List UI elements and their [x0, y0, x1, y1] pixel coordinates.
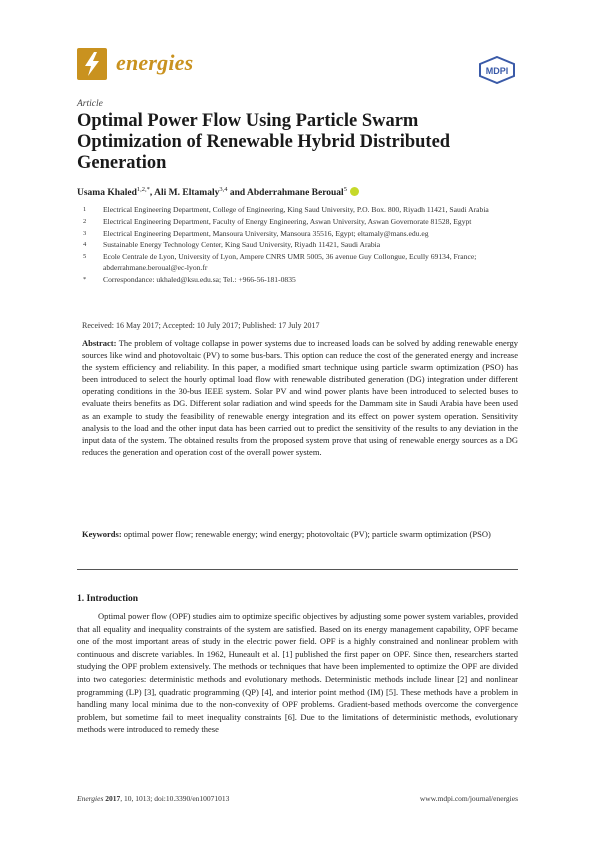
affiliation-item	[77, 217, 517, 228]
author-affil-marks: 1,2,*	[136, 186, 150, 193]
affiliation-text: Ecole Centrale de Lyon, University of Lyon, Ampere CNRS UMR 5005, 36 avenue Guy Collongue, Ecully 69134, France; abderrahmane.beroual@ec-lyon.fr	[103, 252, 477, 272]
keywords-label: Keywords:	[82, 529, 122, 539]
journal-url[interactable]: www.mdpi.com/journal/energies	[419, 794, 518, 803]
affiliation-text: Electrical Engineering Department, College of Engineering, King Saud University, P.O. Box. 800, Riyadh 11421, Saudi Arabia	[103, 205, 489, 214]
citation-details: , 10, 1013; doi:10.3390/en10071013	[120, 794, 230, 803]
journal-name: energies	[116, 50, 194, 75]
keywords-text: optimal power flow; renewable energy; wind energy; photovoltaic (PV); particle swarm optimization (PSO)	[123, 529, 491, 539]
keywords	[82, 528, 518, 540]
correspondence	[77, 275, 517, 286]
affiliation-number: 5	[83, 253, 87, 261]
affiliation-number: 4	[83, 241, 87, 249]
author-separator: ,	[149, 188, 155, 199]
author-list	[77, 186, 359, 198]
author-name[interactable]: Ali M. Eltamaly	[154, 188, 220, 199]
affiliation-text: Electrical Engineering Department, Faculty of Energy Engineering, Aswan University, Aswan Governorate 81528, Egypt	[103, 216, 472, 226]
article-type: Article	[77, 99, 103, 109]
affiliation-number: 3	[83, 229, 87, 237]
affiliation-text: Electrical Engineering Department, Mansoura University, Mansoura 35516, Egypt; eltamaly@mans.edu.eg	[103, 228, 429, 238]
affiliation-item	[77, 205, 517, 216]
divider	[77, 569, 518, 570]
affiliation-item	[77, 252, 517, 273]
section-heading: 1. Introduction	[77, 594, 139, 604]
author-affil-marks: 3,4	[219, 186, 228, 193]
author-name[interactable]: Usama Khaled	[77, 188, 137, 199]
citation-year: 2017	[105, 794, 121, 803]
author-affil-marks: 5	[343, 186, 347, 193]
affiliation-text: Sustainable Energy Technology Center, King Saud University, Riyadh 11421, Saudi Arabia	[103, 240, 381, 250]
abstract-label: Abstract:	[82, 338, 117, 348]
affiliation-number: *	[83, 275, 87, 283]
correspondence-text: Correspondance: ukhaled@ksu.edu.sa; Tel.: +966-56-181-0835	[103, 274, 296, 284]
abstract	[82, 337, 518, 458]
section-body: Optimal power flow (OPF) studies aim to optimize specific objectives by adjusting some power system variables, provided that all equality and inequality constraints of the system are satisfied. Based on its energy management capability, OPF became one of the most important areas of study in the electric power field. OPF is a highly constrained and nonlinear problem with continuous and discrete variables. In 1962, Huneault et al. [1] published the first paper on OPF. Since then, researchers started studying the OPF problem extensively. The methods or techniques that have been implemented to optimize the OPF are divided into two categories: deterministic methods and evolutionary methods. Deterministic methods include linear [2] and nonlinear programming (LP) [3], quadratic programming (QP) [4], and interior point method (IM) [5]. These methods have a problem in handling many local minima due to the non-convexity of OPF problems. Gradient-based methods overcome the convergence problem, but sometime fail to meet inequality constraints [6]. Due to the limitations of deterministic methods, evolutionary methods were introduced to remedy these	[77, 611, 518, 735]
publisher-logo-text: MDPI	[485, 66, 509, 76]
affiliation-item	[77, 229, 517, 240]
paper-title: Optimal Power Flow Using Particle Swarm Optimization of Renewable Hybrid Distributed Generation	[77, 111, 451, 173]
abstract-text: The problem of voltage collapse in power systems due to increased loads can be solved by adding renewable energy sources like wind and photovoltaic (PV) to some bus-bars. This option can reduce the cost of the generated energy and increase the system efficiency and reliability. In this paper, a modified smart technique using particle swarm optimization (PSO) has been introduced to select the hourly optimal load flow with renewable distributed generation (DG) integration under different operating conditions in the 30-bus IEEE system. Solar PV and wind power plants have been introduced to selected buses to evaluate theirs benefits as DG. Different solar radiation and wind speeds for the Dammam site in Saudi Arabia have been used as an example to study the feasibility of renewable energy integration and its effect on power system operation. Sensitivity analysis to the load and the other input data has been carried out to predict the sensitivity of the results to any deviation in the input data of the system. The obtained results from the proposed system prove that using of renewable energy sources as a DG reduces the generation and operation cost of the overall power system.	[82, 338, 518, 457]
author-name[interactable]: Abderrahmane Beroual	[247, 188, 344, 199]
orcid-icon[interactable]	[350, 187, 359, 196]
citation-line	[77, 794, 229, 803]
lightning-bolt-icon	[77, 48, 107, 80]
mdpi-logo	[476, 56, 518, 84]
publication-dates: Received: 16 May 2017; Accepted: 10 July 2017; Published: 17 July 2017	[82, 321, 320, 330]
citation-journal: Energies	[77, 794, 104, 803]
affiliation-number: 1	[83, 206, 87, 213]
affiliations	[77, 205, 517, 286]
author-separator: and	[227, 188, 248, 199]
affiliation-number: 2	[83, 217, 87, 225]
journal-logo	[77, 48, 107, 80]
affiliation-item	[77, 240, 517, 251]
